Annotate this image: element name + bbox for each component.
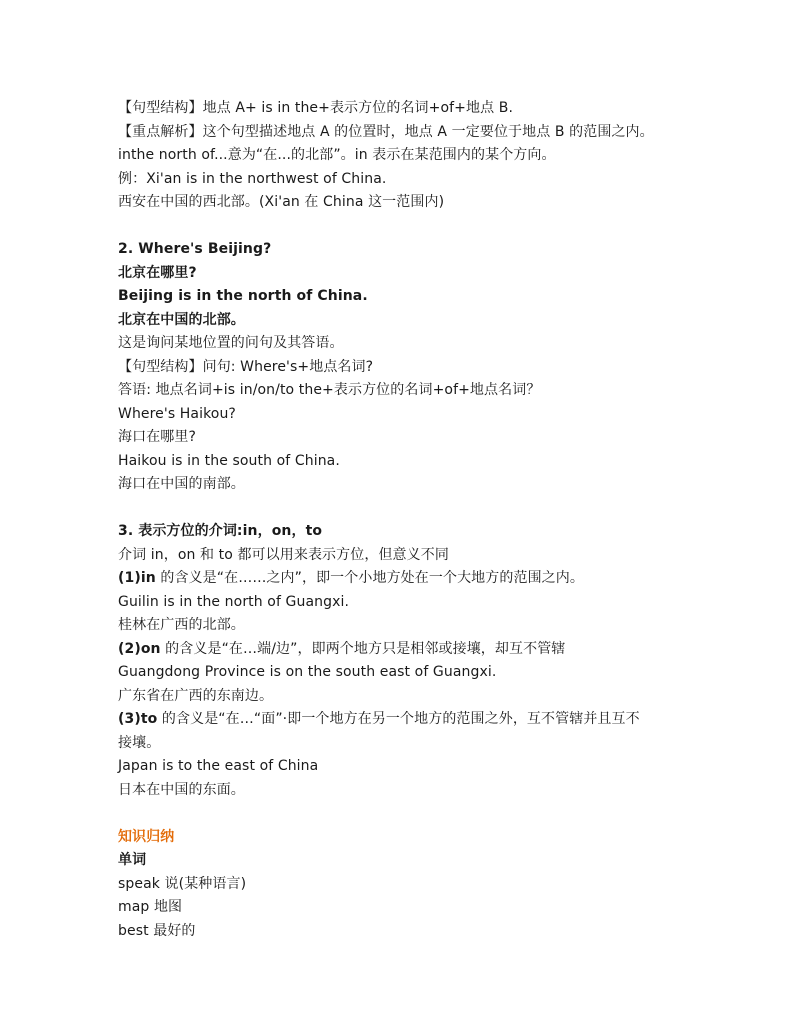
in-example-chinese: 桂林在广西的北部。 (118, 617, 245, 633)
in-text: 的含义是“在……之内”，即一个小地方处在一个大地方的范围之内。 (155, 570, 584, 586)
vocab-item: speak 说(某种语言) (118, 875, 247, 892)
in-label: (1)in (118, 570, 156, 586)
on-example-english: Guangdong Province is on the south east of Guangxi. (118, 664, 497, 680)
example-answer-english: Haikou is in the south of China. (118, 452, 340, 469)
phrase-meaning: inthe north of...意为“在...的北部”。in 表示在某范围内的某个方向。 (118, 147, 556, 163)
sentence-structure: 【句型结构】地点 A+ is in the+表示方位的名词+of+地点 B. (118, 100, 514, 116)
to-example-english: Japan is to the east of China (118, 758, 319, 774)
on-text: 的含义是“在…端/边”，即两个地方只是相邻或接壤，却互不管辖 (160, 640, 566, 657)
vocab-item: map 地图 (118, 899, 183, 915)
in-explanation (118, 567, 698, 591)
document-page (118, 97, 698, 943)
on-explanation (118, 638, 698, 662)
summary-title: 知识归纳 (118, 828, 175, 845)
example-chinese: 西安在中国的西北部。(Xi'an 在 China 这一范围内) (118, 194, 445, 210)
to-label: (3)to (118, 711, 158, 727)
section-2-heading: 2. Where's Beijing? (118, 241, 272, 257)
answer-english: Beijing is in the north of China. (118, 288, 368, 304)
example-question-chinese: 海口在哪里? (118, 429, 197, 445)
question-structure: 【句型结构】问句: Where's+地点名词? (118, 358, 374, 375)
section-3-heading: 3. 表示方位的介词:in，on，to (118, 523, 323, 539)
in-example-english: Guilin is in the north of Guangxi. (118, 593, 350, 610)
example-english: 例：Xi'an is in the northwest of China. (118, 170, 387, 187)
to-explanation (118, 708, 698, 732)
spacer (118, 497, 698, 521)
spacer (118, 215, 698, 239)
section-2-description: 这是询问某地位置的问句及其答语。 (118, 335, 344, 351)
on-label: (2)on (118, 640, 161, 657)
spacer (118, 802, 698, 826)
question-chinese: 北京在哪里? (118, 264, 197, 281)
key-analysis: 【重点解析】这个句型描述地点 A 的位置时，地点 A 一定要位于地点 B 的范围之内。 (118, 123, 654, 140)
vocab-item: best 最好的 (118, 922, 196, 939)
to-text: 的含义是“在…“面”·即一个地方在另一个地方的范围之外，互不管辖并且互不 (157, 711, 640, 727)
to-explanation-continued: 接壤。 (118, 734, 161, 751)
prepositions-intro: 介词 in，on 和 to 都可以用来表示方位，但意义不同 (118, 546, 449, 563)
to-example-chinese: 日本在中国的东面。 (118, 781, 245, 798)
on-example-chinese: 广东省在广西的东南边。 (118, 687, 274, 704)
summary-subtitle: 单词 (118, 852, 147, 868)
answer-chinese: 北京在中国的北部。 (118, 311, 245, 328)
example-question-english: Where's Haikou? (118, 405, 236, 422)
answer-structure: 答语: 地点名词+is in/on/to the+表示方位的名词+of+地点名词？ (118, 382, 541, 398)
example-answer-chinese: 海口在中国的南部。 (118, 476, 245, 492)
